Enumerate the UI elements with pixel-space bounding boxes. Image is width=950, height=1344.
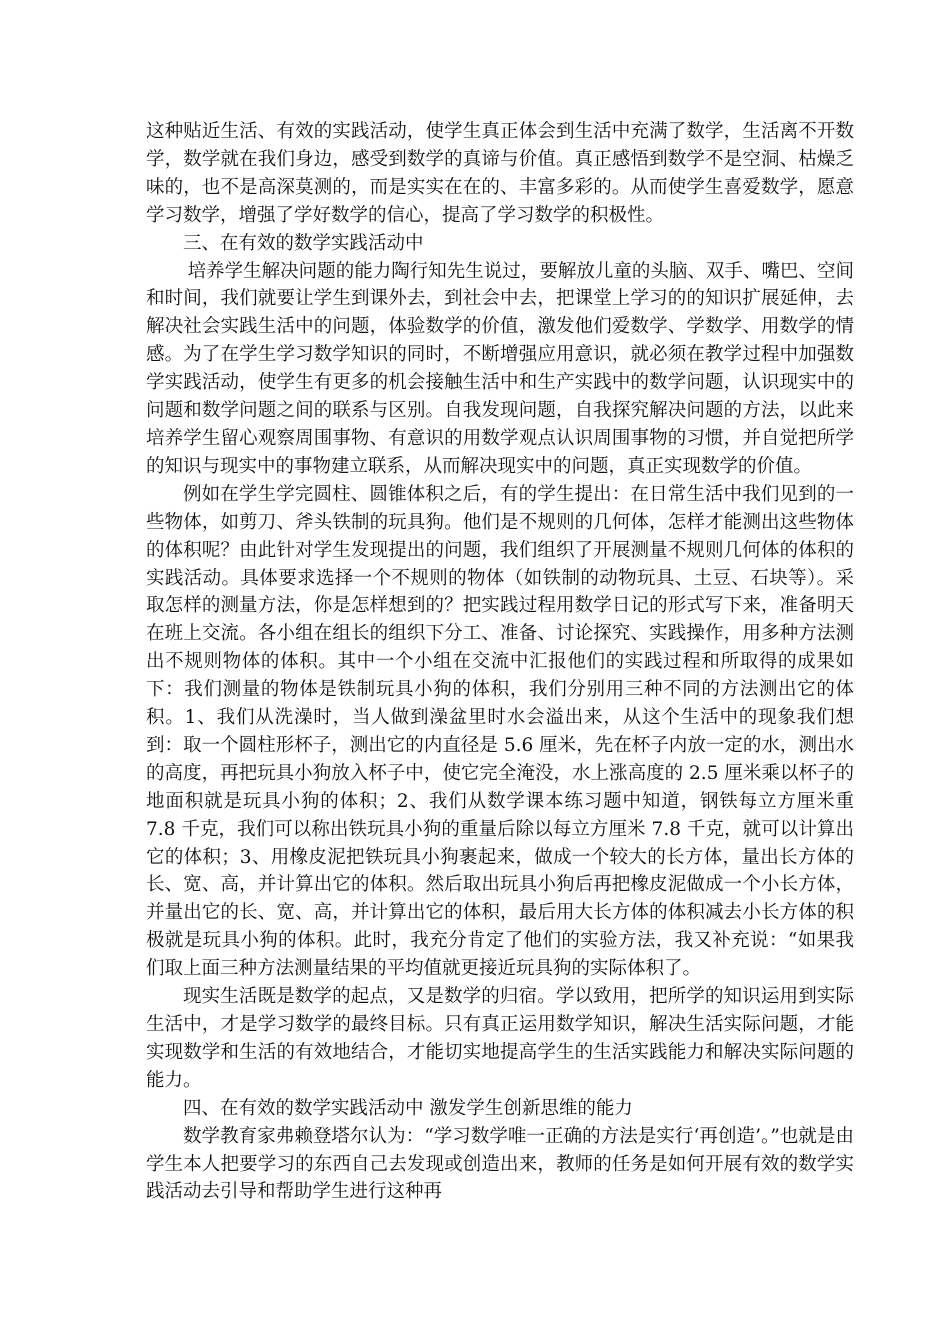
paragraph-volume-example: 例如在学生学完圆柱、圆锥体积之后，有的学生提出：在日常生活中我们见到的一些物体，如剪刀、斧头铁制的玩具狗。他们是不规则的几何体，怎样才能测出这些物体的体积呢？由此针对学生发现提出的问题，我们组织了开展测量不规则几何体的体积的实践活动。具体要求选择一个不规则的物体（如铁制的动物玩具、土豆、石块等）。采取怎样的测量方法，你是怎样想到的？把实践过程用数学日记的形式写下来，准备明天在班上交流。各小组在组长的组织下分工、准备、讨论探究、实践操作，用多种方法测出不规则物体的体积。其中一个小组在交流中汇报他们的实践过程和所取得的成果如下：我们测量的物体是铁制玩具小狗的体积，我们分别用三种不同的方法测出它的体积。1、我们从洗澡时，当人做到澡盆里时水会溢出来，从这个生活中的现象我们想到：取一个圆柱形杯子，测出它的内直径是 5.6 厘米，先在杯子内放一定的水，测出水的高度，再把玩具小狗放入杯子中，使它完全淹没，水上涨高度的 2.5 厘米乘以杯子的地面积就是玩具小狗的体积；2、我们从数学课本练习题中知道，钢铁每立方厘米重 7.8 千克，我们可以称出铁玩具小狗的重量后除以每立方厘米 7.8 千克，就可以计算出它的体积；3、用橡皮泥把铁玩具小狗裹起来，做成一个较大的长方体，量出长方体的长、宽、高，并计算出它的体积。然后取出玩具小狗后再把橡皮泥做成一个小长方体，并量出它的长、宽、高，并计算出它的体积，最后用大长方体的体积减去小长方体的积极就是玩具小狗的体积。此时，我充分肯定了他们的实验方法，我又补充说：“如果我们取上面三种方法测量结果的平均值就更接近玩具狗的实际体积了。 [146,483,854,980]
section-heading-three: 三、在有效的数学实践活动中 [183,232,424,254]
document-body [146,118,854,1206]
paragraph-real-life: 现实生活既是数学的起点，又是数学的归宿。学以致用，把所学的知识运用到实际生活中，才是学习数学的最终目标。只有真正运用数学知识，解决生活实际问题，才能实现数学和生活的有效地结合，才能切实地提高学生的生活实践能力和解决实际问题的能力。 [146,986,854,1091]
paragraph-problem-solving: 培养学生解决问题的能力陶行知先生说过，要解放儿童的头脑、双手、嘴巴、空间和时间，我们就要让学生到课外去，到社会中去，把课堂上学习的的知识扩展延伸，去解决社会实践生活中的问题，体验数学的价值，激发他们爱数学、学数学、用数学的情感。为了在学生学习数学知识的同时，不断增强应用意识，就必须在教学过程中加强数学实践活动，使学生有更多的机会接触生活中和生产实践中的数学问题，认识现实中的问题和数学问题之间的联系与区别。自我发现问题，自我探究解决问题的方法，以此来培养学生留心观察周围事物、有意识的用数学观点认识周围事物的习惯，并自觉把所学的知识与现实中的事物建立联系，从而解决现实中的问题，真正实现数学的价值。 [146,260,854,477]
paragraph-freudenthal: 数学教育家弗赖登塔尔认为：“学习数学唯一正确的方法是实行‘再创造’。”也就是由学生本人把要学习的东西自己去发现或创造出来，教师的任务是如何开展有效的数学实践活动去引导和帮助学生进行这种再 [146,1125,854,1203]
paragraph-practice-value: 这种贴近生活、有效的实践活动，使学生真正体会到生活中充满了数学，生活离不开数学，数学就在我们身边，感受到数学的真谛与价值。真正感悟到数学不是空洞、枯燥乏味的，也不是高深莫测的，而是实实在在的、丰富多彩的。从而使学生喜爱数学，愿意学习数学，增强了学好数学的信心，提高了学习数学的积极性。 [146,121,854,226]
section-heading-four: 四、在有效的数学实践活动中 激发学生创新思维的能力 [183,1097,633,1119]
